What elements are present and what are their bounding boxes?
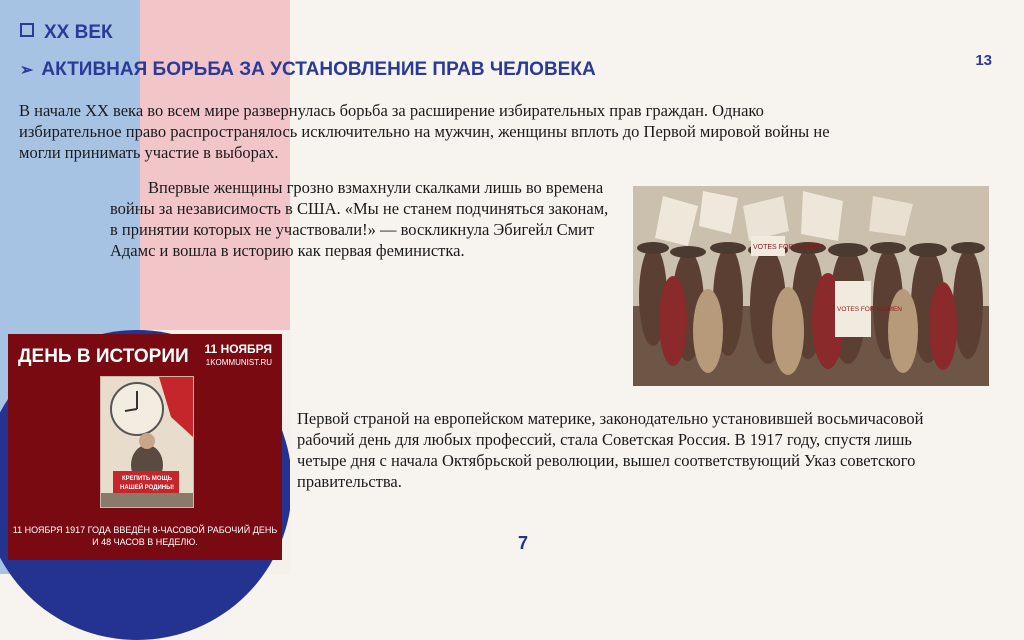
slide-number: 7 (518, 533, 529, 553)
paragraph-eight-hour-day: Первой страной на европейском материке, законодательно установившей восьмичасовой рабочий день для любых профессий, стала Советская Россия. В 1917 году, спустя лишь четыре дня с начала Октябрьской революции, вышел соответствующий Указ советского правительства. (297, 409, 924, 491)
suffragette-photo (633, 186, 989, 386)
checkbox-bullet-icon (20, 23, 34, 37)
heading-line-2 (20, 59, 596, 81)
page-number: 13 (975, 52, 992, 69)
heading-line-1 (20, 22, 113, 44)
heading-text-1: XX ВЕК (44, 22, 113, 43)
decor-pink-panel (140, 0, 290, 330)
poster-caption: 11 НОЯБРЯ 1917 ГОДА ВВЕДЁН 8-ЧАСОВОЙ РАБОЧИЙ ДЕНЬ И 48 ЧАСОВ В НЕДЕЛЮ. (12, 525, 278, 547)
sign-text-2: VOTES FOR WOMEN (837, 306, 902, 313)
poster-site: 1KOMMUNIST.RU (205, 358, 272, 367)
poster-inner-text-2: НАШЕЙ РОДИНЫ! (120, 485, 174, 491)
heading-text-2: АКТИВНАЯ БОРЬБА ЗА УСТАНОВЛЕНИЕ ПРАВ ЧЕЛОВЕКА (41, 59, 596, 80)
arrow-bullet-icon: ➢ (20, 62, 34, 79)
poster-title: ДЕНЬ В ИСТОРИИ (18, 346, 189, 367)
clock-poster-illustration (101, 377, 193, 507)
sign-text-1: VOTES FOR WOMEN (753, 244, 823, 251)
suffragette-illustration (633, 186, 989, 386)
day-in-history-poster (8, 334, 282, 560)
poster-inner-text-1: КРЕПИТЬ МОЩЬ (121, 476, 173, 482)
paragraph-feminism: Впервые женщины грозно взмахнули скалками лишь во времена войны за независимость в США. «Мы не станем подчиняться законам, в принятии которых не участвовали!» — воскликнула Эбигейл Смит Адамс и вошла в историю как первая феминистка. (110, 178, 609, 260)
poster-date: 11 НОЯБРЯ (204, 342, 272, 356)
paragraph-intro: В начале XX века во всем мире развернулась борьба за расширение избирательных прав граждан. Однако избирательное право распространялось исключительно на мужчин, женщины вплоть до Первой мировой войны не могли принимать участие в выборах. (19, 101, 830, 162)
soviet-poster-image (100, 376, 194, 508)
